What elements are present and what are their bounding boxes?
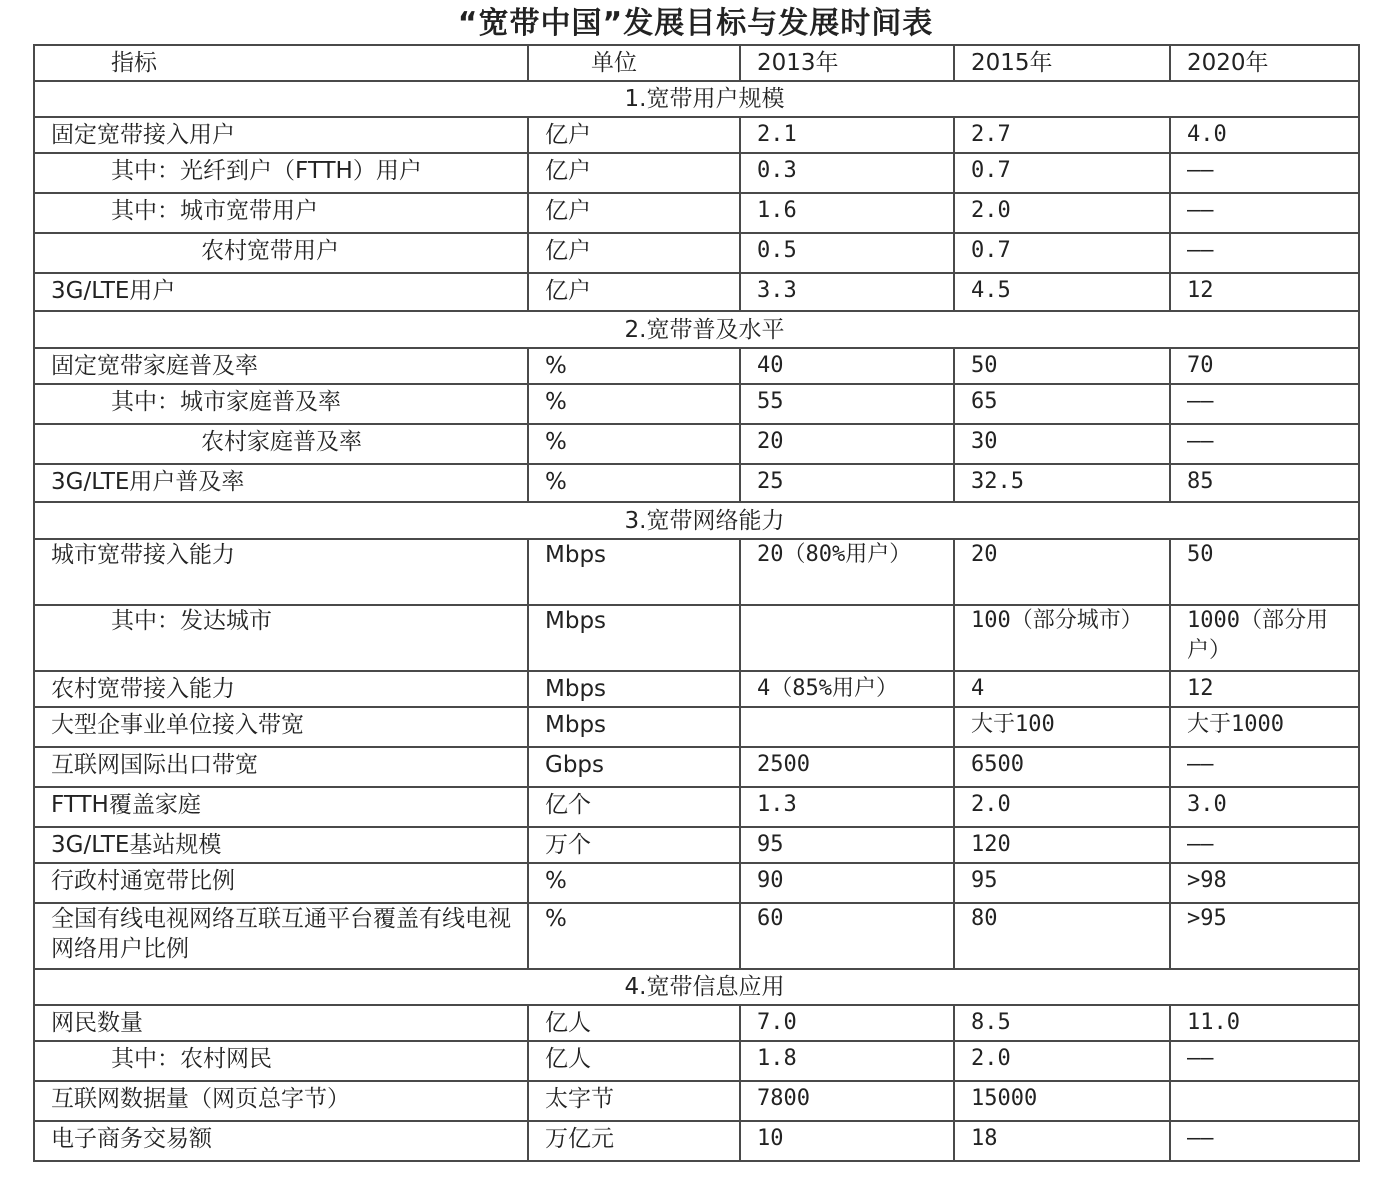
value-2013-cell: 1.8 [740, 1041, 954, 1081]
value-2020-cell: 1000（部分用户） [1170, 605, 1359, 671]
value-2015-cell: 大于100 [954, 707, 1170, 747]
unit-cell: % [528, 863, 740, 903]
value-2015-cell: 6500 [954, 747, 1170, 787]
unit-cell: % [528, 903, 740, 969]
indicator-cell: 3G/LTE用户 [34, 273, 528, 311]
table-row [34, 787, 1359, 827]
table-row [34, 1121, 1359, 1161]
table-row [34, 539, 1359, 605]
indicator-cell: 互联网数据量（网页总字节） [34, 1081, 528, 1121]
value-2015-cell: 30 [954, 424, 1170, 464]
header-2020: 2020年 [1170, 45, 1359, 81]
indicator-cell: 电子商务交易额 [34, 1121, 528, 1161]
value-2015-cell: 2.0 [954, 1041, 1170, 1081]
value-2020-cell: 12 [1170, 671, 1359, 707]
indicator-cell: 网民数量 [34, 1005, 528, 1041]
value-2013-cell: 2500 [740, 747, 954, 787]
value-2020-cell: —— [1170, 747, 1359, 787]
indicator-cell: 固定宽带家庭普及率 [34, 348, 528, 384]
value-2020-cell: 12 [1170, 273, 1359, 311]
section-row [34, 502, 1359, 539]
header-row [34, 45, 1359, 81]
value-2020-cell: —— [1170, 384, 1359, 424]
unit-cell: 太字节 [528, 1081, 740, 1121]
value-2013-cell: 0.5 [740, 233, 954, 273]
unit-cell: 亿个 [528, 787, 740, 827]
value-2013-cell [740, 605, 954, 671]
section-label: 1.宽带用户规模 [34, 81, 1359, 117]
indicator-cell: 其中：城市宽带用户 [34, 193, 528, 233]
value-2020-cell: 大于1000 [1170, 707, 1359, 747]
table-body [34, 81, 1359, 1161]
value-2013-cell: 4（85%用户） [740, 671, 954, 707]
value-2015-cell: 8.5 [954, 1005, 1170, 1041]
indicator-cell: 其中：城市家庭普及率 [34, 384, 528, 424]
header-2015: 2015年 [954, 45, 1170, 81]
unit-cell: 亿户 [528, 273, 740, 311]
value-2013-cell: 40 [740, 348, 954, 384]
unit-cell: % [528, 464, 740, 502]
section-label: 4.宽带信息应用 [34, 969, 1359, 1005]
unit-cell: 万个 [528, 827, 740, 863]
table-row [34, 424, 1359, 464]
table-row [34, 1041, 1359, 1081]
indicator-cell: 其中：光纤到户（FTTH）用户 [34, 153, 528, 193]
value-2013-cell: 60 [740, 903, 954, 969]
table-row [34, 827, 1359, 863]
value-2015-cell: 2.0 [954, 787, 1170, 827]
unit-cell: Mbps [528, 707, 740, 747]
indicator-cell: 行政村通宽带比例 [34, 863, 528, 903]
value-2013-cell: 90 [740, 863, 954, 903]
value-2020-cell: 70 [1170, 348, 1359, 384]
table-row [34, 348, 1359, 384]
indicator-cell: 大型企事业单位接入带宽 [34, 707, 528, 747]
value-2015-cell: 15000 [954, 1081, 1170, 1121]
unit-cell: Mbps [528, 671, 740, 707]
value-2015-cell: 120 [954, 827, 1170, 863]
indicator-cell: 全国有线电视网络互联互通平台覆盖有线电视网络用户比例 [34, 903, 528, 969]
value-2013-cell: 25 [740, 464, 954, 502]
table-title: “宽带中国”发展目标与发展时间表 [457, 6, 934, 41]
indicator-cell: 其中：发达城市 [34, 605, 528, 671]
value-2020-cell: —— [1170, 827, 1359, 863]
table-row [34, 273, 1359, 311]
indicator-cell: 固定宽带接入用户 [34, 117, 528, 153]
table-row [34, 863, 1359, 903]
value-2013-cell: 1.3 [740, 787, 954, 827]
value-2020-cell: —— [1170, 1121, 1359, 1161]
value-2020-cell: 4.0 [1170, 117, 1359, 153]
value-2020-cell: 50 [1170, 539, 1359, 605]
value-2015-cell: 50 [954, 348, 1170, 384]
unit-cell: % [528, 348, 740, 384]
indicator-cell: 3G/LTE基站规模 [34, 827, 528, 863]
table-row [34, 1005, 1359, 1041]
table-row [34, 384, 1359, 424]
indicator-cell: 其中：农村网民 [34, 1041, 528, 1081]
value-2013-cell: 20 [740, 424, 954, 464]
value-2015-cell: 80 [954, 903, 1170, 969]
value-2020-cell: 11.0 [1170, 1005, 1359, 1041]
section-label: 3.宽带网络能力 [34, 502, 1359, 539]
indicator-cell: 农村宽带接入能力 [34, 671, 528, 707]
value-2020-cell: —— [1170, 1041, 1359, 1081]
value-2015-cell: 95 [954, 863, 1170, 903]
unit-cell: 亿人 [528, 1041, 740, 1081]
value-2020-cell: —— [1170, 233, 1359, 273]
table-row [34, 671, 1359, 707]
unit-cell: 万亿元 [528, 1121, 740, 1161]
unit-cell: 亿户 [528, 193, 740, 233]
indicator-cell: 互联网国际出口带宽 [34, 747, 528, 787]
unit-cell: 亿户 [528, 233, 740, 273]
section-row [34, 81, 1359, 117]
value-2020-cell: 85 [1170, 464, 1359, 502]
indicator-cell: 农村家庭普及率 [34, 424, 528, 464]
value-2015-cell: 4 [954, 671, 1170, 707]
targets-table [33, 44, 1360, 1162]
indicator-cell: 农村宽带用户 [34, 233, 528, 273]
value-2013-cell: 0.3 [740, 153, 954, 193]
value-2013-cell [740, 707, 954, 747]
indicator-cell: FTTH覆盖家庭 [34, 787, 528, 827]
table-row [34, 707, 1359, 747]
table-row [34, 747, 1359, 787]
value-2015-cell: 4.5 [954, 273, 1170, 311]
header-indicator: 指标 [34, 45, 528, 81]
value-2013-cell: 7800 [740, 1081, 954, 1121]
table-row [34, 464, 1359, 502]
value-2015-cell: 0.7 [954, 233, 1170, 273]
table-row [34, 233, 1359, 273]
unit-cell: Mbps [528, 539, 740, 605]
value-2013-cell: 7.0 [740, 1005, 954, 1041]
header-unit: 单位 [528, 45, 740, 81]
unit-cell: 亿户 [528, 117, 740, 153]
value-2020-cell: 3.0 [1170, 787, 1359, 827]
value-2020-cell [1170, 1081, 1359, 1121]
header-2013: 2013年 [740, 45, 954, 81]
unit-cell: 亿户 [528, 153, 740, 193]
table-row [34, 1081, 1359, 1121]
value-2013-cell: 55 [740, 384, 954, 424]
value-2013-cell: 20（80%用户） [740, 539, 954, 605]
value-2015-cell: 65 [954, 384, 1170, 424]
unit-cell: Gbps [528, 747, 740, 787]
value-2020-cell: —— [1170, 424, 1359, 464]
section-row [34, 969, 1359, 1005]
section-label: 2.宽带普及水平 [34, 311, 1359, 348]
value-2015-cell: 2.7 [954, 117, 1170, 153]
indicator-cell: 3G/LTE用户普及率 [34, 464, 528, 502]
value-2015-cell: 20 [954, 539, 1170, 605]
unit-cell: % [528, 424, 740, 464]
table-row [34, 153, 1359, 193]
table-row [34, 117, 1359, 153]
value-2020-cell: —— [1170, 153, 1359, 193]
section-row [34, 311, 1359, 348]
value-2015-cell: 18 [954, 1121, 1170, 1161]
value-2013-cell: 2.1 [740, 117, 954, 153]
table-row [34, 193, 1359, 233]
value-2015-cell: 0.7 [954, 153, 1170, 193]
table-row [34, 605, 1359, 671]
value-2013-cell: 95 [740, 827, 954, 863]
value-2020-cell: >95 [1170, 903, 1359, 969]
unit-cell: 亿人 [528, 1005, 740, 1041]
value-2015-cell: 100（部分城市） [954, 605, 1170, 671]
value-2020-cell: >98 [1170, 863, 1359, 903]
value-2015-cell: 2.0 [954, 193, 1170, 233]
unit-cell: Mbps [528, 605, 740, 671]
value-2013-cell: 10 [740, 1121, 954, 1161]
document [33, 4, 1358, 1162]
value-2013-cell: 1.6 [740, 193, 954, 233]
value-2013-cell: 3.3 [740, 273, 954, 311]
unit-cell: % [528, 384, 740, 424]
table-row [34, 903, 1359, 969]
indicator-cell: 城市宽带接入能力 [34, 539, 528, 605]
value-2020-cell: —— [1170, 193, 1359, 233]
value-2015-cell: 32.5 [954, 464, 1170, 502]
